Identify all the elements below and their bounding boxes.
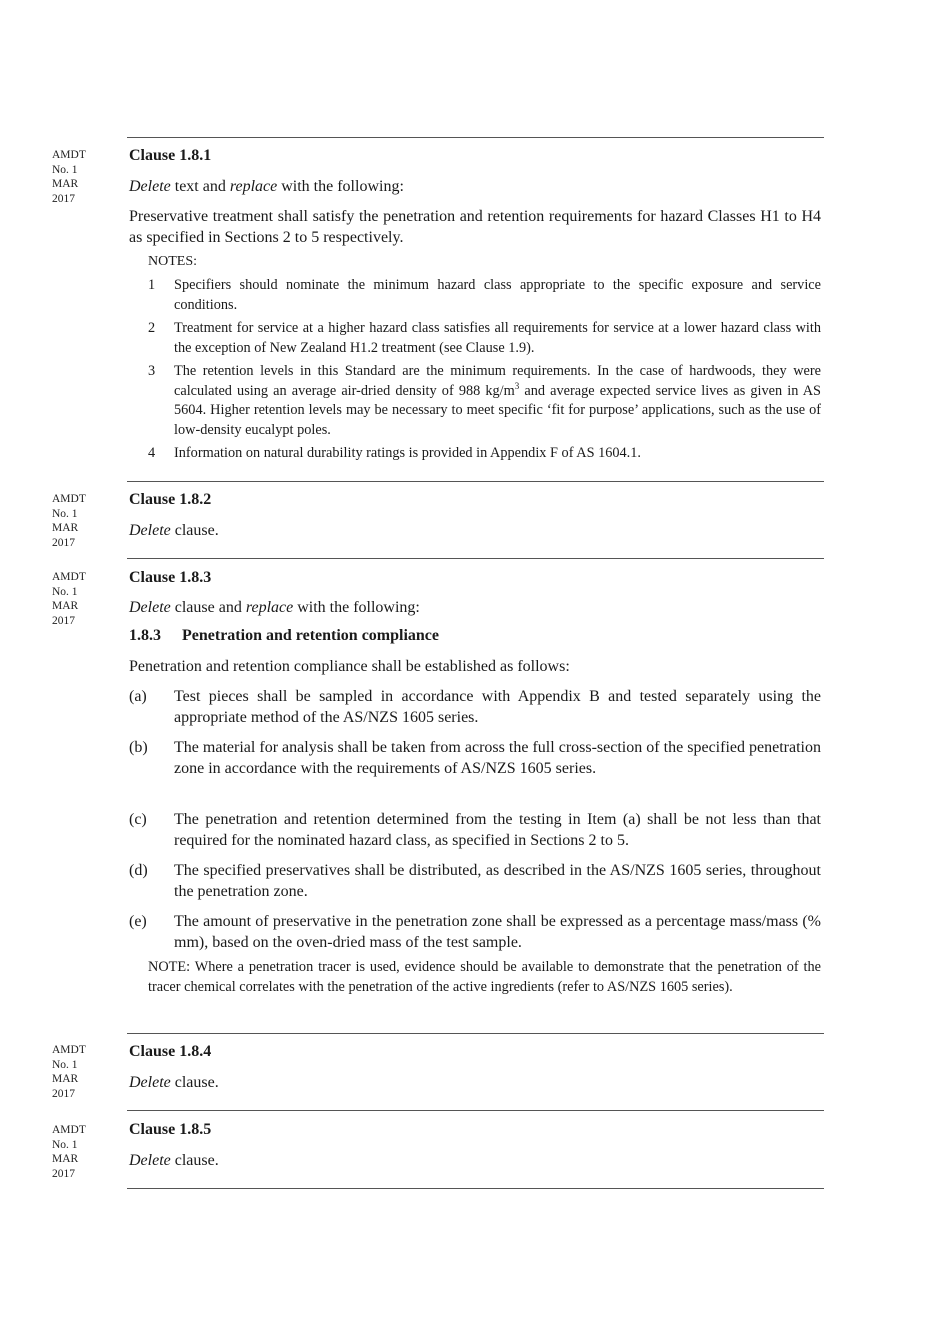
list-item: (b) The material for analysis shall be taken from across the full cross-section of the specified penetration zone in accordance with the requirements of AS/NZS 1605 series. <box>129 739 821 777</box>
notes-heading: NOTES: <box>148 254 197 269</box>
list-item: (c) The penetration and retention determined from the testing in Item (a) shall be not less than that required for the nominated hazard class, as specified in Sections 2 to 5. <box>129 811 821 849</box>
note-item: 4 Information on natural durability ratings is provided in Appendix F of AS 1604.1. <box>148 445 641 461</box>
list-item: (a) Test pieces shall be sampled in accordance with Appendix B and tested separately using the appropriate method of the AS/NZS 1605 series. <box>129 688 821 726</box>
section-divider <box>127 1033 824 1034</box>
subclause-heading: 1.8.3 Penetration and retention compliance <box>129 627 440 644</box>
clause-heading: Clause 1.8.4 <box>129 1043 212 1060</box>
amendment-marker: AMDT No. 1 MAR 2017 <box>52 571 86 627</box>
clause-body: Penetration and retention compliance shall be established as follows: <box>129 658 570 675</box>
section-divider <box>127 481 824 482</box>
clause-note: NOTE: Where a penetration tracer is used, evidence should be available to demonstrate that the penetration of the tracer chemical correlates with the penetration of the active ingredients (refer to AS/NZS 1605 series). <box>148 959 821 995</box>
amendment-instruction: Delete clause and replace with the following: <box>129 599 420 616</box>
clause-body: Preservative treatment shall satisfy the penetration and retention requirements for hazard Classes H1 to H4 as specified in Sections 2 to 5 respectively. <box>129 208 821 246</box>
section-divider <box>127 1188 824 1189</box>
section-divider <box>127 558 824 559</box>
clause-heading: Clause 1.8.3 <box>129 569 212 586</box>
amendment-marker: AMDT No. 1 MAR 2017 <box>52 1124 86 1180</box>
amendment-instruction: Delete clause. <box>129 1152 219 1169</box>
amendment-marker: AMDT No. 1 MAR 2017 <box>52 1044 86 1100</box>
amendment-instruction: Delete text and replace with the following: <box>129 178 404 195</box>
section-divider <box>127 1110 824 1111</box>
list-item: (e) The amount of preservative in the penetration zone shall be expressed as a percentage mass/mass (% mm), based on the oven-dried mass of the test sample. <box>129 913 821 951</box>
amendment-marker: AMDT No. 1 MAR 2017 <box>52 149 86 205</box>
list-item: (d) The specified preservatives shall be distributed, as described in the AS/NZS 1605 series, throughout the penetration zone. <box>129 862 821 900</box>
clause-heading: Clause 1.8.5 <box>129 1121 212 1138</box>
clause-heading: Clause 1.8.1 <box>129 147 212 164</box>
clause-heading: Clause 1.8.2 <box>129 491 212 508</box>
amendment-instruction: Delete clause. <box>129 1074 219 1091</box>
note-item: 1 Specifiers should nominate the minimum hazard class appropriate to the specific exposure and service conditions. <box>148 277 821 313</box>
section-divider <box>127 137 824 138</box>
amendment-marker: AMDT No. 1 MAR 2017 <box>52 493 86 549</box>
amendment-instruction: Delete clause. <box>129 522 219 539</box>
note-item: 3 The retention levels in this Standard are the minimum requirements. In the case of hardwoods, they were calculated using an average air-dried density of 988 $kg/m^3$ and average expected service lives as given in AS 5604. Higher retention levels may be necessary to meet specific ‘fit for purpose’ applications, such as the use of low-density eucalypt poles. <box>148 363 821 438</box>
note-item: 2 Treatment for service at a higher hazard class satisfies all requirements for service at a lower hazard class with the exception of New Zealand H1.2 treatment (see Clause 1.9). <box>148 320 821 356</box>
